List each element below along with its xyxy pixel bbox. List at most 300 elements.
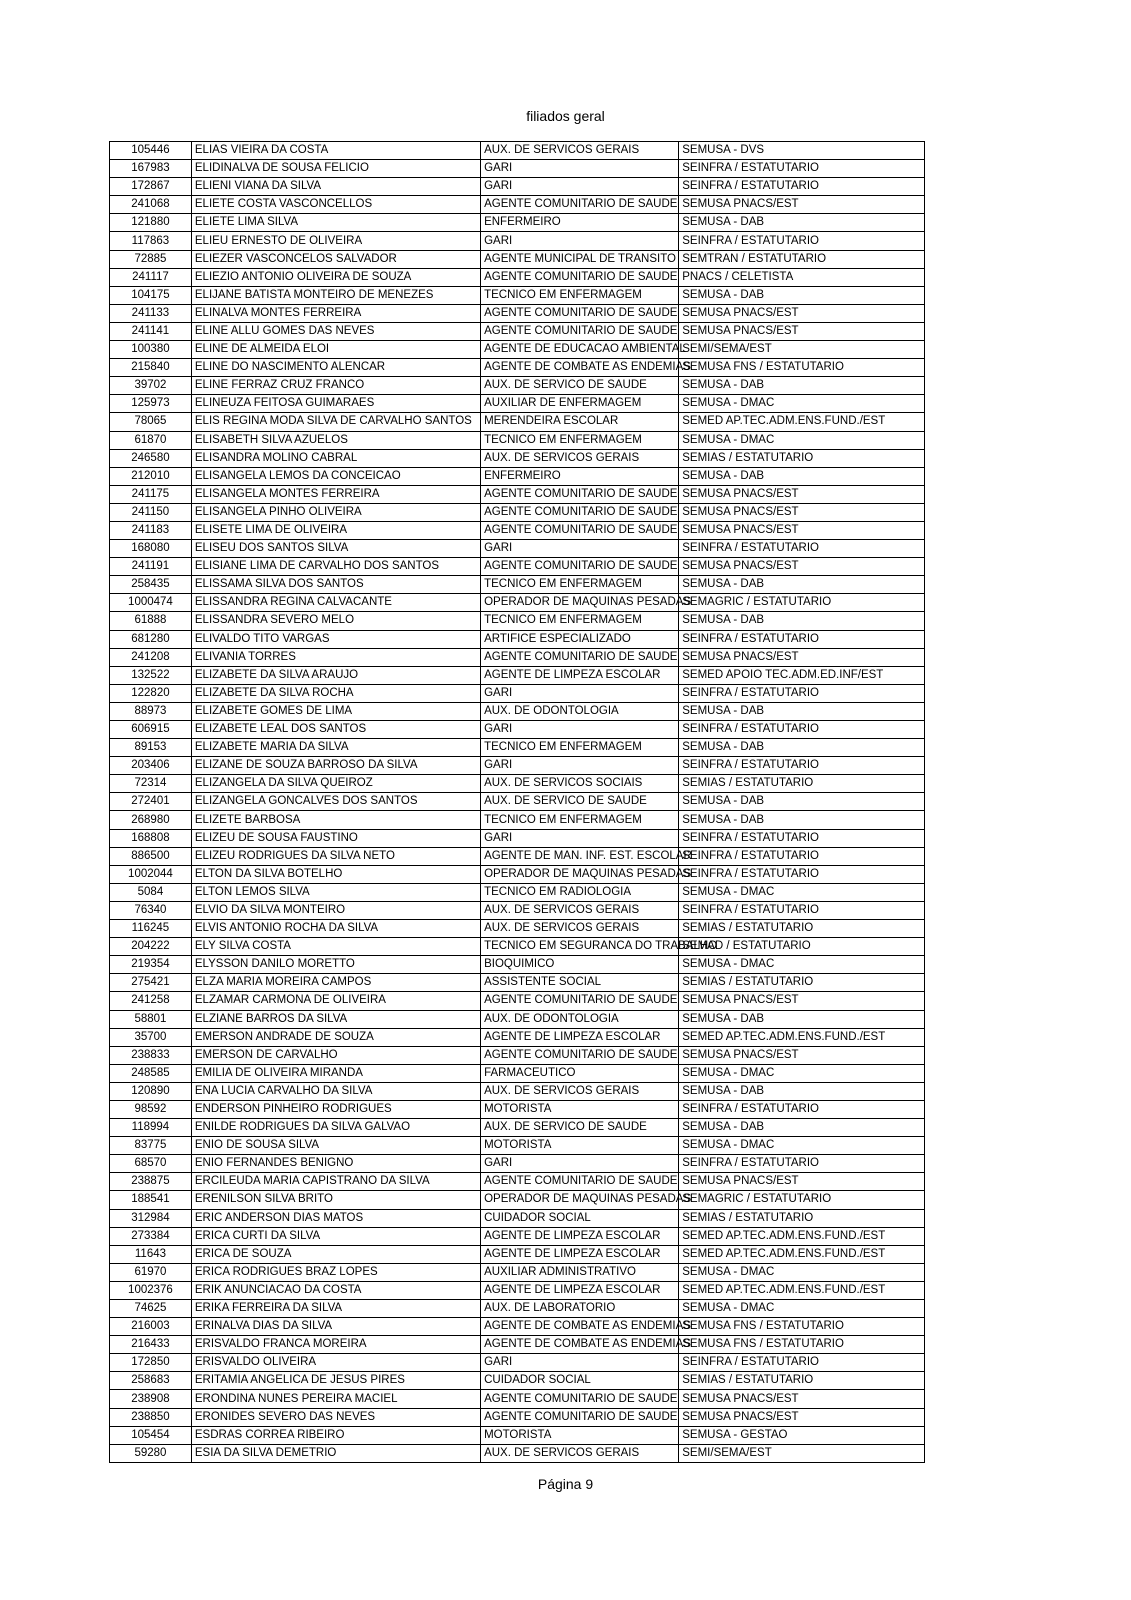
member-role-cell: TECNICO EM ENFERMAGEM bbox=[481, 286, 679, 304]
table-row bbox=[110, 1137, 925, 1155]
member-department-cell: SEMUSA FNS / ESTATUTARIO bbox=[679, 1318, 925, 1336]
member-id-cell: 273384 bbox=[110, 1227, 192, 1245]
table-row bbox=[110, 702, 925, 720]
member-role-cell: AUX. DE ODONTOLOGIA bbox=[481, 702, 679, 720]
member-id-cell: 83775 bbox=[110, 1137, 192, 1155]
table-row bbox=[110, 938, 925, 956]
table-row bbox=[110, 341, 925, 359]
member-id-cell: 167983 bbox=[110, 160, 192, 178]
member-name-cell: ESDRAS CORREA RIBEIRO bbox=[191, 1426, 480, 1444]
member-role-cell: AGENTE COMUNITARIO DE SAUDE bbox=[481, 485, 679, 503]
member-role-cell: GARI bbox=[481, 1354, 679, 1372]
member-department-cell: SEMUSA - DMAC bbox=[679, 1137, 925, 1155]
table-row bbox=[110, 214, 925, 232]
member-name-cell: ELIEU ERNESTO DE OLIVEIRA bbox=[191, 232, 480, 250]
member-id-cell: 88973 bbox=[110, 702, 192, 720]
member-role-cell: TECNICO EM ENFERMAGEM bbox=[481, 612, 679, 630]
table-row bbox=[110, 558, 925, 576]
member-department-cell: SEMUSA - GESTAO bbox=[679, 1426, 925, 1444]
member-role-cell: AGENTE DE COMBATE AS ENDEMIAS bbox=[481, 1336, 679, 1354]
table-row bbox=[110, 1173, 925, 1191]
member-id-cell: 203406 bbox=[110, 757, 192, 775]
member-id-cell: 105454 bbox=[110, 1426, 192, 1444]
table-row bbox=[110, 811, 925, 829]
member-department-cell: SEMIAS / ESTATUTARIO bbox=[679, 775, 925, 793]
member-department-cell: SEMIAS / ESTATUTARIO bbox=[679, 974, 925, 992]
member-department-cell: SEMUSA - DAB bbox=[679, 811, 925, 829]
member-department-cell: SEMUSA - DMAC bbox=[679, 1064, 925, 1082]
table-row bbox=[110, 250, 925, 268]
member-name-cell: ELISANDRA MOLINO CABRAL bbox=[191, 449, 480, 467]
member-name-cell: ELIZANGELA DA SILVA QUEIROZ bbox=[191, 775, 480, 793]
member-department-cell: SEMIAS / ESTATUTARIO bbox=[679, 449, 925, 467]
member-id-cell: 125973 bbox=[110, 395, 192, 413]
member-role-cell: GARI bbox=[481, 178, 679, 196]
member-name-cell: ELYSSON DANILO MORETTO bbox=[191, 956, 480, 974]
table-row bbox=[110, 1227, 925, 1245]
member-name-cell: ENDERSON PINHEIRO RODRIGUES bbox=[191, 1100, 480, 1118]
member-department-cell: SEINFRA / ESTATUTARIO bbox=[679, 1354, 925, 1372]
member-name-cell: ELZIANE BARROS DA SILVA bbox=[191, 1010, 480, 1028]
member-department-cell: SEMED AP.TEC.ADM.ENS.FUND./EST bbox=[679, 1227, 925, 1245]
member-department-cell: SEINFRA / ESTATUTARIO bbox=[679, 1155, 925, 1173]
member-name-cell: ELISETE LIMA DE OLIVEIRA bbox=[191, 521, 480, 539]
member-department-cell: SEMUSA PNACS/EST bbox=[679, 322, 925, 340]
table-row bbox=[110, 449, 925, 467]
member-role-cell: ASSISTENTE SOCIAL bbox=[481, 974, 679, 992]
table-row bbox=[110, 1028, 925, 1046]
member-department-cell: SEINFRA / ESTATUTARIO bbox=[679, 757, 925, 775]
member-name-cell: ERISVALDO OLIVEIRA bbox=[191, 1354, 480, 1372]
member-id-cell: 105446 bbox=[110, 142, 192, 160]
table-row bbox=[110, 883, 925, 901]
table-row bbox=[110, 232, 925, 250]
table-row bbox=[110, 268, 925, 286]
member-name-cell: ELISANGELA LEMOS DA CONCEICAO bbox=[191, 467, 480, 485]
member-role-cell: AGENTE DE LIMPEZA ESCOLAR bbox=[481, 1281, 679, 1299]
member-department-cell: SEMUSA - DAB bbox=[679, 286, 925, 304]
member-id-cell: 1000474 bbox=[110, 594, 192, 612]
table-row bbox=[110, 956, 925, 974]
member-id-cell: 241208 bbox=[110, 648, 192, 666]
member-name-cell: ELVIO DA SILVA MONTEIRO bbox=[191, 901, 480, 919]
member-name-cell: ELISIANE LIMA DE CARVALHO DOS SANTOS bbox=[191, 558, 480, 576]
member-id-cell: 1002376 bbox=[110, 1281, 192, 1299]
member-role-cell: CUIDADOR SOCIAL bbox=[481, 1209, 679, 1227]
member-department-cell: SEMUSA PNACS/EST bbox=[679, 304, 925, 322]
member-role-cell: AGENTE COMUNITARIO DE SAUDE bbox=[481, 1408, 679, 1426]
member-id-cell: 121880 bbox=[110, 214, 192, 232]
table-row bbox=[110, 684, 925, 702]
member-id-cell: 89153 bbox=[110, 739, 192, 757]
table-row bbox=[110, 1372, 925, 1390]
member-role-cell: AGENTE MUNICIPAL DE TRANSITO bbox=[481, 250, 679, 268]
member-id-cell: 886500 bbox=[110, 847, 192, 865]
member-id-cell: 72885 bbox=[110, 250, 192, 268]
table-row bbox=[110, 739, 925, 757]
table-row bbox=[110, 974, 925, 992]
member-id-cell: 238833 bbox=[110, 1046, 192, 1064]
table-row bbox=[110, 359, 925, 377]
member-role-cell: AGENTE COMUNITARIO DE SAUDE bbox=[481, 521, 679, 539]
member-department-cell: SEMUSA - DAB bbox=[679, 377, 925, 395]
member-department-cell: SEMUSA PNACS/EST bbox=[679, 485, 925, 503]
member-role-cell: AGENTE COMUNITARIO DE SAUDE bbox=[481, 304, 679, 322]
member-name-cell: ELIZABETE MARIA DA SILVA bbox=[191, 739, 480, 757]
member-name-cell: ERIKA FERREIRA DA SILVA bbox=[191, 1300, 480, 1318]
member-name-cell: ELIENI VIANA DA SILVA bbox=[191, 178, 480, 196]
member-role-cell: AGENTE COMUNITARIO DE SAUDE bbox=[481, 648, 679, 666]
table-row bbox=[110, 431, 925, 449]
member-role-cell: ARTIFICE ESPECIALIZADO bbox=[481, 630, 679, 648]
member-name-cell: ELY SILVA COSTA bbox=[191, 938, 480, 956]
member-role-cell: GARI bbox=[481, 684, 679, 702]
member-id-cell: 132522 bbox=[110, 666, 192, 684]
member-department-cell: SEMI/SEMA/EST bbox=[679, 341, 925, 359]
table-row bbox=[110, 829, 925, 847]
member-role-cell: GARI bbox=[481, 160, 679, 178]
member-name-cell: ELZAMAR CARMONA DE OLIVEIRA bbox=[191, 992, 480, 1010]
member-id-cell: 61970 bbox=[110, 1263, 192, 1281]
member-department-cell: SEINFRA / ESTATUTARIO bbox=[679, 630, 925, 648]
member-name-cell: ELINE ALLU GOMES DAS NEVES bbox=[191, 322, 480, 340]
member-name-cell: ELINE DE ALMEIDA ELOI bbox=[191, 341, 480, 359]
member-name-cell: ERICA RODRIGUES BRAZ LOPES bbox=[191, 1263, 480, 1281]
member-department-cell: SEINFRA / ESTATUTARIO bbox=[679, 847, 925, 865]
member-name-cell: ELIZANE DE SOUZA BARROSO DA SILVA bbox=[191, 757, 480, 775]
member-name-cell: ELIEZER VASCONCELOS SALVADOR bbox=[191, 250, 480, 268]
member-department-cell: SEMED AP.TEC.ADM.ENS.FUND./EST bbox=[679, 1245, 925, 1263]
table-row bbox=[110, 178, 925, 196]
table-row bbox=[110, 1046, 925, 1064]
member-name-cell: ELIZABETE DA SILVA ARAUJO bbox=[191, 666, 480, 684]
member-id-cell: 116245 bbox=[110, 920, 192, 938]
member-role-cell: AUX. DE SERVICOS GERAIS bbox=[481, 920, 679, 938]
member-role-cell: TECNICO EM ENFERMAGEM bbox=[481, 431, 679, 449]
member-department-cell: SEMUSA FNS / ESTATUTARIO bbox=[679, 359, 925, 377]
member-role-cell: MOTORISTA bbox=[481, 1137, 679, 1155]
member-id-cell: 681280 bbox=[110, 630, 192, 648]
member-department-cell: SEMAGRIC / ESTATUTARIO bbox=[679, 594, 925, 612]
table-row bbox=[110, 630, 925, 648]
member-id-cell: 606915 bbox=[110, 721, 192, 739]
member-name-cell: ELZA MARIA MOREIRA CAMPOS bbox=[191, 974, 480, 992]
member-department-cell: SEMAD / ESTATUTARIO bbox=[679, 938, 925, 956]
table-row bbox=[110, 377, 925, 395]
member-name-cell: ERIC ANDERSON DIAS MATOS bbox=[191, 1209, 480, 1227]
member-id-cell: 35700 bbox=[110, 1028, 192, 1046]
table-row bbox=[110, 1336, 925, 1354]
table-row bbox=[110, 1245, 925, 1263]
table-row bbox=[110, 1408, 925, 1426]
member-name-cell: ELIZEU DE SOUSA FAUSTINO bbox=[191, 829, 480, 847]
member-role-cell: ENFERMEIRO bbox=[481, 214, 679, 232]
member-department-cell: SEMUSA - DAB bbox=[679, 612, 925, 630]
member-department-cell: SEMAGRIC / ESTATUTARIO bbox=[679, 1191, 925, 1209]
member-name-cell: ERICA CURTI DA SILVA bbox=[191, 1227, 480, 1245]
member-role-cell: GARI bbox=[481, 721, 679, 739]
member-id-cell: 168808 bbox=[110, 829, 192, 847]
member-id-cell: 122820 bbox=[110, 684, 192, 702]
table-row bbox=[110, 1281, 925, 1299]
member-id-cell: 58801 bbox=[110, 1010, 192, 1028]
member-name-cell: ELISANGELA MONTES FERREIRA bbox=[191, 485, 480, 503]
member-role-cell: GARI bbox=[481, 757, 679, 775]
member-id-cell: 118994 bbox=[110, 1119, 192, 1137]
member-role-cell: TECNICO EM SEGURANCA DO TRABALHO bbox=[481, 938, 679, 956]
member-role-cell: AGENTE DE LIMPEZA ESCOLAR bbox=[481, 1227, 679, 1245]
member-department-cell: SEMUSA - DVS bbox=[679, 142, 925, 160]
member-id-cell: 212010 bbox=[110, 467, 192, 485]
member-id-cell: 168080 bbox=[110, 540, 192, 558]
member-department-cell: SEMI/SEMA/EST bbox=[679, 1444, 925, 1462]
member-role-cell: OPERADOR DE MAQUINAS PESADAS bbox=[481, 594, 679, 612]
table-row bbox=[110, 992, 925, 1010]
member-role-cell: MOTORISTA bbox=[481, 1426, 679, 1444]
member-department-cell: SEMED AP.TEC.ADM.ENS.FUND./EST bbox=[679, 413, 925, 431]
member-id-cell: 312984 bbox=[110, 1209, 192, 1227]
member-id-cell: 268980 bbox=[110, 811, 192, 829]
member-id-cell: 5084 bbox=[110, 883, 192, 901]
member-id-cell: 219354 bbox=[110, 956, 192, 974]
table-row bbox=[110, 413, 925, 431]
member-name-cell: ENIO DE SOUSA SILVA bbox=[191, 1137, 480, 1155]
member-id-cell: 248585 bbox=[110, 1064, 192, 1082]
member-department-cell: SEMUSA PNACS/EST bbox=[679, 1173, 925, 1191]
member-id-cell: 188541 bbox=[110, 1191, 192, 1209]
member-role-cell: GARI bbox=[481, 829, 679, 847]
member-role-cell: AUXILIAR ADMINISTRATIVO bbox=[481, 1263, 679, 1281]
member-name-cell: ENILDE RODRIGUES DA SILVA GALVAO bbox=[191, 1119, 480, 1137]
member-id-cell: 172850 bbox=[110, 1354, 192, 1372]
member-department-cell: PNACS / CELETISTA bbox=[679, 268, 925, 286]
member-name-cell: ELINE FERRAZ CRUZ FRANCO bbox=[191, 377, 480, 395]
member-name-cell: ELIZEU RODRIGUES DA SILVA NETO bbox=[191, 847, 480, 865]
member-role-cell: AUX. DE SERVICOS GERAIS bbox=[481, 449, 679, 467]
member-name-cell: ERICA DE SOUZA bbox=[191, 1245, 480, 1263]
member-role-cell: OPERADOR DE MAQUINAS PESADAS bbox=[481, 1191, 679, 1209]
member-role-cell: AGENTE COMUNITARIO DE SAUDE bbox=[481, 503, 679, 521]
page-title: filiados geral bbox=[526, 108, 605, 124]
table-row bbox=[110, 793, 925, 811]
table-row bbox=[110, 594, 925, 612]
member-role-cell: AGENTE COMUNITARIO DE SAUDE bbox=[481, 992, 679, 1010]
member-department-cell: SEMUSA PNACS/EST bbox=[679, 992, 925, 1010]
member-role-cell: AGENTE DE LIMPEZA ESCOLAR bbox=[481, 666, 679, 684]
member-id-cell: 241068 bbox=[110, 196, 192, 214]
member-id-cell: 258435 bbox=[110, 576, 192, 594]
member-department-cell: SEMIAS / ESTATUTARIO bbox=[679, 920, 925, 938]
member-role-cell: AUX. DE SERVICOS GERAIS bbox=[481, 1444, 679, 1462]
table-row bbox=[110, 920, 925, 938]
member-name-cell: ERIK ANUNCIACAO DA COSTA bbox=[191, 1281, 480, 1299]
member-department-cell: SEMUSA - DAB bbox=[679, 1010, 925, 1028]
member-role-cell: BIOQUIMICO bbox=[481, 956, 679, 974]
member-role-cell: AUX. DE SERVICOS SOCIAIS bbox=[481, 775, 679, 793]
table-row bbox=[110, 160, 925, 178]
member-id-cell: 238875 bbox=[110, 1173, 192, 1191]
member-name-cell: ERITAMIA ANGELICA DE JESUS PIRES bbox=[191, 1372, 480, 1390]
member-department-cell: SEINFRA / ESTATUTARIO bbox=[679, 829, 925, 847]
member-role-cell: AUXILIAR DE ENFERMAGEM bbox=[481, 395, 679, 413]
table-row bbox=[110, 142, 925, 160]
member-role-cell: AUX. DE SERVICO DE SAUDE bbox=[481, 793, 679, 811]
table-row bbox=[110, 1010, 925, 1028]
table-row bbox=[110, 901, 925, 919]
member-department-cell: SEMUSA - DMAC bbox=[679, 1263, 925, 1281]
member-role-cell: AGENTE DE EDUCACAO AMBIENTAL bbox=[481, 341, 679, 359]
table-row bbox=[110, 612, 925, 630]
member-role-cell: TECNICO EM ENFERMAGEM bbox=[481, 576, 679, 594]
member-id-cell: 241183 bbox=[110, 521, 192, 539]
member-id-cell: 61888 bbox=[110, 612, 192, 630]
table-row bbox=[110, 1263, 925, 1281]
table-row bbox=[110, 485, 925, 503]
member-role-cell: AUX. DE SERVICO DE SAUDE bbox=[481, 377, 679, 395]
member-id-cell: 258683 bbox=[110, 1372, 192, 1390]
member-role-cell: AUX. DE SERVICOS GERAIS bbox=[481, 901, 679, 919]
table-row bbox=[110, 304, 925, 322]
member-department-cell: SEMIAS / ESTATUTARIO bbox=[679, 1372, 925, 1390]
table-row bbox=[110, 1100, 925, 1118]
member-department-cell: SEMUSA - DMAC bbox=[679, 956, 925, 974]
table-row bbox=[110, 576, 925, 594]
member-role-cell: AGENTE COMUNITARIO DE SAUDE bbox=[481, 1390, 679, 1408]
member-id-cell: 68570 bbox=[110, 1155, 192, 1173]
table-row bbox=[110, 395, 925, 413]
member-name-cell: ELINALVA MONTES FERREIRA bbox=[191, 304, 480, 322]
table-row bbox=[110, 467, 925, 485]
member-name-cell: ELTON LEMOS SILVA bbox=[191, 883, 480, 901]
table-row bbox=[110, 1191, 925, 1209]
members-table-body bbox=[110, 142, 925, 1463]
member-department-cell: SEMUSA FNS / ESTATUTARIO bbox=[679, 1336, 925, 1354]
member-department-cell: SEMUSA - DMAC bbox=[679, 395, 925, 413]
table-row bbox=[110, 196, 925, 214]
member-name-cell: ELISSANDRA SEVERO MELO bbox=[191, 612, 480, 630]
member-department-cell: SEMUSA - DMAC bbox=[679, 431, 925, 449]
member-department-cell: SEMUSA - DAB bbox=[679, 576, 925, 594]
member-name-cell: ELIZANGELA GONCALVES DOS SANTOS bbox=[191, 793, 480, 811]
member-id-cell: 246580 bbox=[110, 449, 192, 467]
member-name-cell: ELIETE COSTA VASCONCELLOS bbox=[191, 196, 480, 214]
member-name-cell: ELISSANDRA REGINA CALVACANTE bbox=[191, 594, 480, 612]
member-id-cell: 241117 bbox=[110, 268, 192, 286]
member-role-cell: MERENDEIRA ESCOLAR bbox=[481, 413, 679, 431]
members-table bbox=[109, 141, 925, 1463]
member-name-cell: ELIZABETE LEAL DOS SANTOS bbox=[191, 721, 480, 739]
member-department-cell: SEMUSA PNACS/EST bbox=[679, 1046, 925, 1064]
member-name-cell: EMERSON ANDRADE DE SOUZA bbox=[191, 1028, 480, 1046]
member-department-cell: SEMUSA - DAB bbox=[679, 1082, 925, 1100]
member-id-cell: 59280 bbox=[110, 1444, 192, 1462]
member-name-cell: ELIETE LIMA SILVA bbox=[191, 214, 480, 232]
table-row bbox=[110, 1426, 925, 1444]
member-id-cell: 100380 bbox=[110, 341, 192, 359]
table-row bbox=[110, 503, 925, 521]
table-row bbox=[110, 1444, 925, 1462]
member-name-cell: ELIDINALVA DE SOUSA FELICIO bbox=[191, 160, 480, 178]
member-role-cell: AGENTE DE COMBATE AS ENDEMIAS bbox=[481, 359, 679, 377]
table-row bbox=[110, 721, 925, 739]
member-name-cell: ERONIDES SEVERO DAS NEVES bbox=[191, 1408, 480, 1426]
table-row bbox=[110, 666, 925, 684]
member-role-cell: AGENTE COMUNITARIO DE SAUDE bbox=[481, 322, 679, 340]
member-name-cell: ELIZABETE DA SILVA ROCHA bbox=[191, 684, 480, 702]
member-role-cell: AGENTE COMUNITARIO DE SAUDE bbox=[481, 1173, 679, 1191]
member-name-cell: ENA LUCIA CARVALHO DA SILVA bbox=[191, 1082, 480, 1100]
member-id-cell: 241175 bbox=[110, 485, 192, 503]
member-department-cell: SEINFRA / ESTATUTARIO bbox=[679, 232, 925, 250]
member-department-cell: SEINFRA / ESTATUTARIO bbox=[679, 865, 925, 883]
member-department-cell: SEMED AP.TEC.ADM.ENS.FUND./EST bbox=[679, 1028, 925, 1046]
member-id-cell: 61870 bbox=[110, 431, 192, 449]
member-department-cell: SEINFRA / ESTATUTARIO bbox=[679, 721, 925, 739]
member-department-cell: SEMUSA PNACS/EST bbox=[679, 648, 925, 666]
table-row bbox=[110, 322, 925, 340]
member-role-cell: AUX. DE SERVICOS GERAIS bbox=[481, 142, 679, 160]
member-id-cell: 74625 bbox=[110, 1300, 192, 1318]
member-id-cell: 1002044 bbox=[110, 865, 192, 883]
member-id-cell: 172867 bbox=[110, 178, 192, 196]
member-name-cell: ELVIS ANTONIO ROCHA DA SILVA bbox=[191, 920, 480, 938]
member-role-cell: AUX. DE SERVICOS GERAIS bbox=[481, 1082, 679, 1100]
member-role-cell: GARI bbox=[481, 540, 679, 558]
member-department-cell: SEINFRA / ESTATUTARIO bbox=[679, 1100, 925, 1118]
member-name-cell: ELISEU DOS SANTOS SILVA bbox=[191, 540, 480, 558]
member-department-cell: SEMUSA - DMAC bbox=[679, 1300, 925, 1318]
member-department-cell: SEMUSA PNACS/EST bbox=[679, 521, 925, 539]
member-name-cell: EMERSON DE CARVALHO bbox=[191, 1046, 480, 1064]
table-row bbox=[110, 775, 925, 793]
member-role-cell: AGENTE DE LIMPEZA ESCOLAR bbox=[481, 1028, 679, 1046]
table-row bbox=[110, 1300, 925, 1318]
member-role-cell: GARI bbox=[481, 232, 679, 250]
member-id-cell: 272401 bbox=[110, 793, 192, 811]
member-department-cell: SEMUSA - DAB bbox=[679, 214, 925, 232]
member-department-cell: SEMUSA - DAB bbox=[679, 1119, 925, 1137]
member-id-cell: 98592 bbox=[110, 1100, 192, 1118]
member-id-cell: 216003 bbox=[110, 1318, 192, 1336]
member-role-cell: AGENTE DE COMBATE AS ENDEMIAS bbox=[481, 1318, 679, 1336]
table-row bbox=[110, 1209, 925, 1227]
member-id-cell: 120890 bbox=[110, 1082, 192, 1100]
table-row bbox=[110, 1390, 925, 1408]
member-name-cell: ELIJANE BATISTA MONTEIRO DE MENEZES bbox=[191, 286, 480, 304]
table-row bbox=[110, 286, 925, 304]
member-id-cell: 241191 bbox=[110, 558, 192, 576]
table-row bbox=[110, 1082, 925, 1100]
member-department-cell: SEMUSA PNACS/EST bbox=[679, 196, 925, 214]
member-role-cell: AGENTE COMUNITARIO DE SAUDE bbox=[481, 1046, 679, 1064]
member-role-cell: AGENTE DE LIMPEZA ESCOLAR bbox=[481, 1245, 679, 1263]
member-role-cell: TECNICO EM ENFERMAGEM bbox=[481, 739, 679, 757]
page-number: Página 9 bbox=[537, 1476, 594, 1492]
member-department-cell: SEMED AP.TEC.ADM.ENS.FUND./EST bbox=[679, 1281, 925, 1299]
member-department-cell: SEMUSA PNACS/EST bbox=[679, 558, 925, 576]
member-role-cell: GARI bbox=[481, 1155, 679, 1173]
table-row bbox=[110, 847, 925, 865]
member-id-cell: 117863 bbox=[110, 232, 192, 250]
table-row bbox=[110, 540, 925, 558]
member-department-cell: SEINFRA / ESTATUTARIO bbox=[679, 178, 925, 196]
member-name-cell: ELISANGELA PINHO OLIVEIRA bbox=[191, 503, 480, 521]
member-id-cell: 275421 bbox=[110, 974, 192, 992]
member-name-cell: ELISABETH SILVA AZUELOS bbox=[191, 431, 480, 449]
member-id-cell: 241258 bbox=[110, 992, 192, 1010]
member-name-cell: ERENILSON SILVA BRITO bbox=[191, 1191, 480, 1209]
member-department-cell: SEMUSA PNACS/EST bbox=[679, 1390, 925, 1408]
